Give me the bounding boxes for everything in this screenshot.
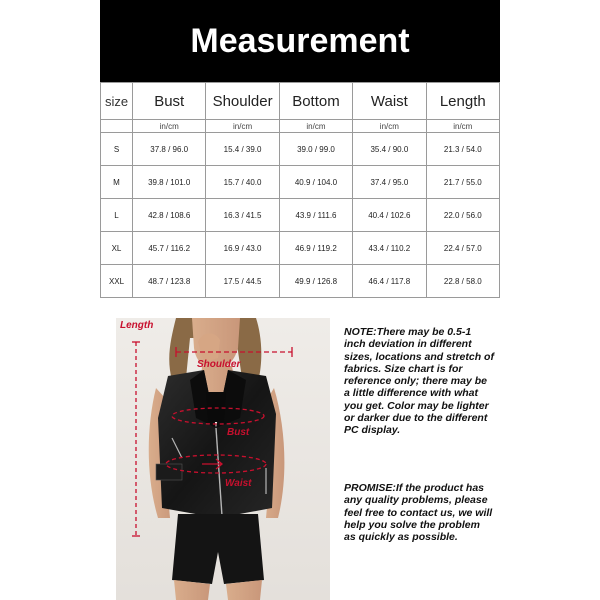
- size-cell: M: [101, 166, 133, 199]
- value-cell: 22.0 / 56.0: [426, 199, 499, 232]
- value-cell: 17.5 / 44.5: [206, 265, 279, 298]
- value-cell: 21.3 / 54.0: [426, 133, 499, 166]
- value-cell: 37.8 / 96.0: [133, 133, 206, 166]
- column-header-bottom: Bottom: [279, 83, 352, 120]
- size-chart-table: [100, 82, 500, 298]
- value-cell: 37.4 / 95.0: [353, 166, 426, 199]
- column-header-waist: Waist: [353, 83, 426, 120]
- note-text: NOTE:There may be 0.5-1 inch deviation in different sizes, locations and stretch of fabrics. Size chart is for reference only; there may be a little difference with what you get. Color may be lighter or darker due to the different PC display.: [344, 326, 494, 437]
- value-cell: 43.9 / 111.6: [279, 199, 352, 232]
- value-cell: 40.9 / 104.0: [279, 166, 352, 199]
- size-cell: XL: [101, 232, 133, 265]
- waist-label: Waist: [225, 478, 252, 489]
- unit-cell: in/cm: [133, 120, 206, 133]
- value-cell: 22.4 / 57.0: [426, 232, 499, 265]
- length-label: Length: [120, 320, 154, 331]
- column-header-shoulder: Shoulder: [206, 83, 279, 120]
- unit-cell: in/cm: [279, 120, 352, 133]
- bust-label: Bust: [227, 427, 250, 438]
- value-cell: 42.8 / 108.6: [133, 199, 206, 232]
- value-cell: 16.3 / 41.5: [206, 199, 279, 232]
- value-cell: 39.0 / 99.0: [279, 133, 352, 166]
- table-row: [101, 199, 500, 232]
- value-cell: 15.7 / 40.0: [206, 166, 279, 199]
- size-column-header: size: [101, 83, 133, 120]
- size-cell: XXL: [101, 265, 133, 298]
- page-title: Measurement: [190, 21, 410, 60]
- inner-top-shape: [206, 392, 226, 422]
- size-cell: S: [101, 133, 133, 166]
- unit-cell: in/cm: [353, 120, 426, 133]
- value-cell: 35.4 / 90.0: [353, 133, 426, 166]
- column-header-bust: Bust: [133, 83, 206, 120]
- value-cell: 45.7 / 116.2: [133, 232, 206, 265]
- promise-text: PROMISE:If the product has any quality problems, please feel free to contact us, we will help you solve the problem as quickly as possible.: [344, 482, 493, 544]
- unit-cell: in/cm: [426, 120, 499, 133]
- shoulder-label: Shoulder: [197, 359, 241, 370]
- column-header-length: Length: [426, 83, 499, 120]
- value-cell: 21.7 / 55.0: [426, 166, 499, 199]
- value-cell: 48.7 / 123.8: [133, 265, 206, 298]
- value-cell: 40.4 / 102.6: [353, 199, 426, 232]
- table-row: [101, 133, 500, 166]
- unit-row: [101, 120, 500, 133]
- value-cell: 39.8 / 101.0: [133, 166, 206, 199]
- size-cell: L: [101, 199, 133, 232]
- table-header-row: [101, 83, 500, 120]
- unit-cell-empty: [101, 120, 133, 133]
- value-cell: 15.4 / 39.0: [206, 133, 279, 166]
- table-row: [101, 265, 500, 298]
- value-cell: 46.4 / 117.8: [353, 265, 426, 298]
- table-row: [101, 166, 500, 199]
- value-cell: 43.4 / 110.2: [353, 232, 426, 265]
- title-banner: [100, 0, 500, 82]
- value-cell: 16.9 / 43.0: [206, 232, 279, 265]
- value-cell: 46.9 / 119.2: [279, 232, 352, 265]
- value-cell: 49.9 / 126.8: [279, 265, 352, 298]
- value-cell: 22.8 / 58.0: [426, 265, 499, 298]
- unit-cell: in/cm: [206, 120, 279, 133]
- table-row: [101, 232, 500, 265]
